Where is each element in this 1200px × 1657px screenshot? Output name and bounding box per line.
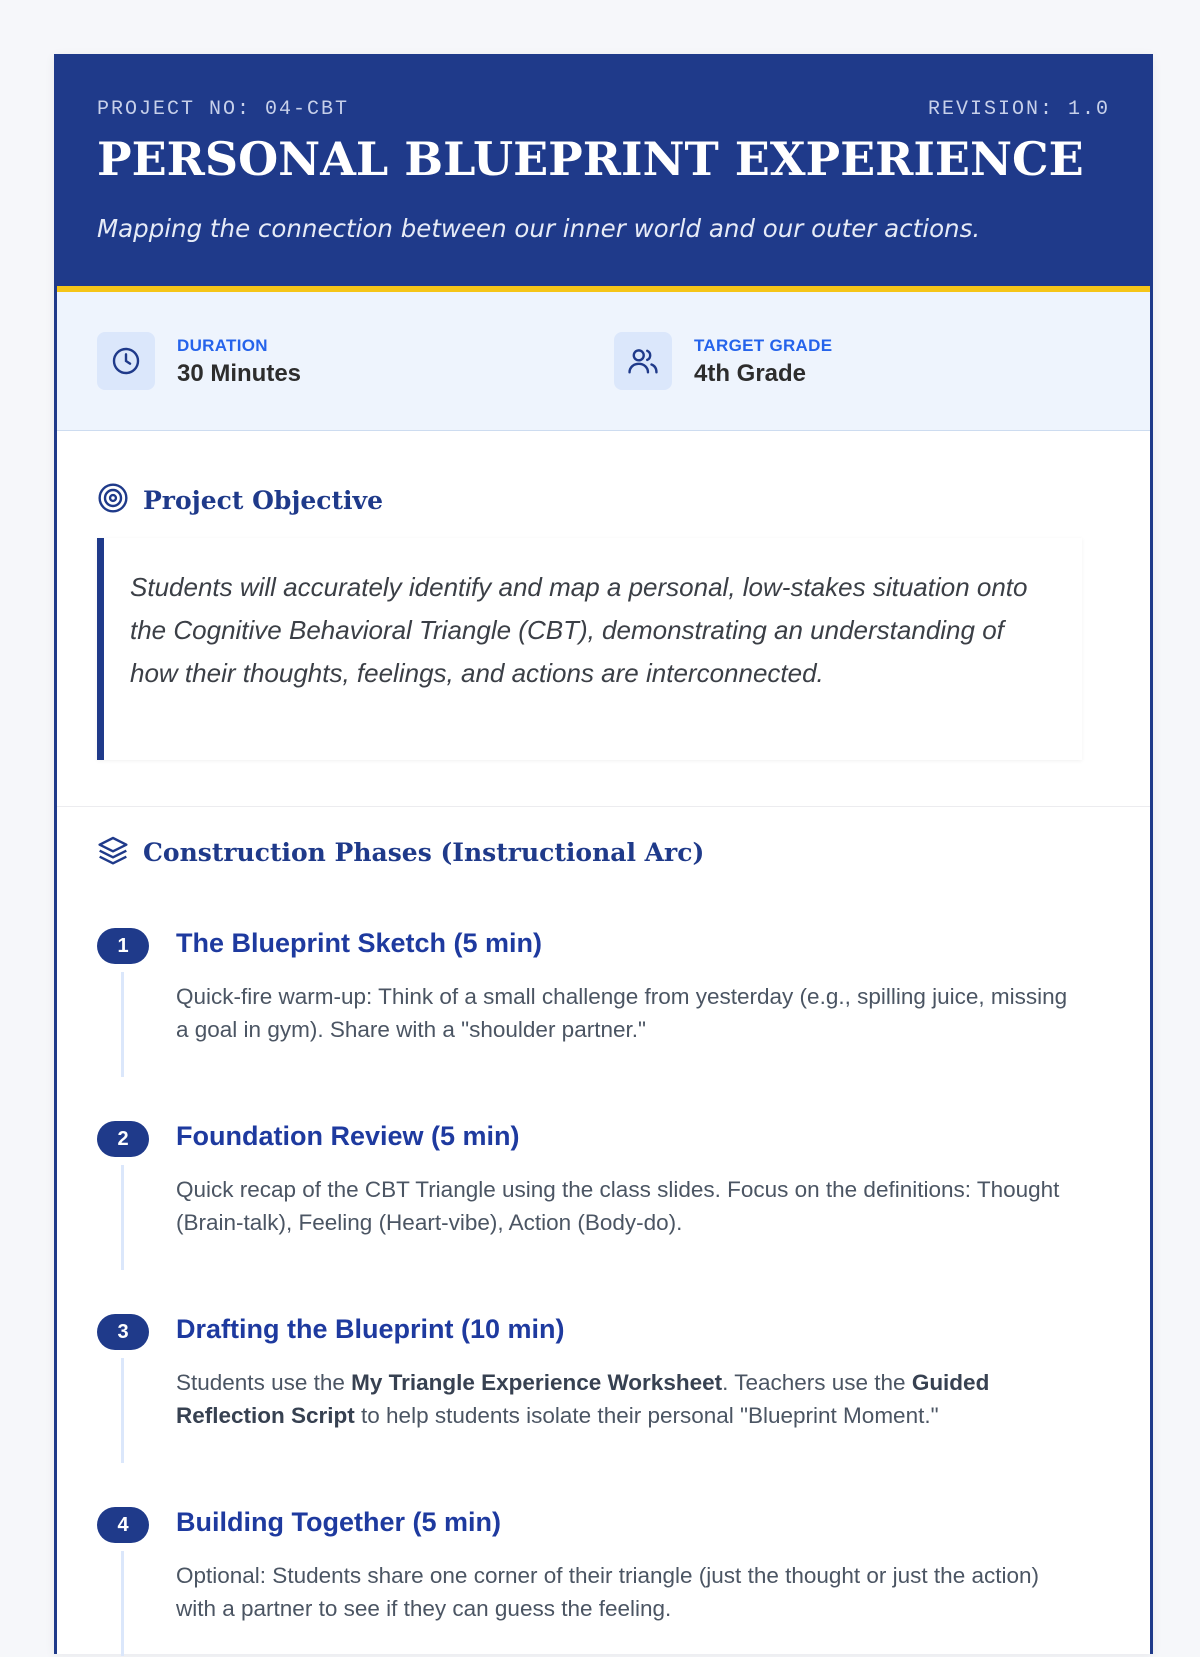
phase-item bbox=[97, 1314, 1082, 1464]
objective-text: Students will accurately identify and map a personal, low-stakes situation onto the Cognitive Behavioral Triangle (CBT), demonstrating an understanding of how their thoughts, feelings, and actions are interconnected. bbox=[130, 572, 1028, 688]
script-name: Guided Reflection Script bbox=[176, 1370, 990, 1428]
desc-text: to help students isolate their personal "Blueprint Moment." bbox=[354, 1403, 939, 1428]
blueprint-card bbox=[54, 54, 1153, 1654]
objective-heading bbox=[97, 482, 383, 519]
desc-text: Students use the bbox=[176, 1370, 352, 1395]
revision-label: REVISION: 1.0 bbox=[927, 98, 1110, 121]
phase-connector-line bbox=[121, 1358, 124, 1463]
phase-title: Building Together (5 min) bbox=[176, 1507, 501, 1537]
phase-description bbox=[176, 1366, 1076, 1432]
phase-item bbox=[97, 1507, 1082, 1657]
phase-title: Foundation Review (5 min) bbox=[176, 1121, 520, 1151]
phase-connector-line bbox=[121, 1165, 124, 1270]
stat-label: TARGET GRADE bbox=[694, 336, 833, 355]
objective-quote bbox=[97, 538, 1082, 760]
phase-connector-line bbox=[121, 972, 124, 1077]
desc-text: . Teachers use the bbox=[722, 1370, 912, 1395]
stat-value: 4th Grade bbox=[694, 360, 807, 387]
phase-item bbox=[97, 928, 1082, 1078]
phase-number-badge: 1 bbox=[97, 928, 149, 964]
section-title: Project Objective bbox=[143, 486, 383, 515]
page-title: PERSONAL BLUEPRINT EXPERIENCE bbox=[97, 132, 1084, 186]
phase-connector-line bbox=[121, 1551, 124, 1656]
section-title: Construction Phases (Instructional Arc) bbox=[143, 838, 705, 867]
layers-icon bbox=[97, 834, 129, 871]
phase-item bbox=[97, 1121, 1082, 1271]
stat-label: DURATION bbox=[177, 336, 268, 355]
users-icon bbox=[614, 332, 672, 390]
clock-icon bbox=[97, 332, 155, 390]
phase-title: Drafting the Blueprint (10 min) bbox=[176, 1314, 565, 1344]
phase-description: Optional: Students share one corner of their triangle (just the thought or just the action) with a partner to see if they can guess the feeling. bbox=[176, 1563, 1039, 1621]
phase-number-badge: 4 bbox=[97, 1507, 149, 1543]
phase-title: The Blueprint Sketch (5 min) bbox=[176, 928, 543, 958]
header-banner bbox=[57, 54, 1150, 292]
target-icon bbox=[97, 482, 129, 519]
project-number: PROJECT NO: 04-CBT bbox=[97, 98, 350, 121]
phase-description: Quick-fire warm-up: Think of a small challenge from yesterday (e.g., spilling juice, missing a goal in gym). Share with a "shoulder partner." bbox=[176, 984, 1068, 1042]
phase-number-badge: 3 bbox=[97, 1314, 149, 1350]
stats-bar bbox=[57, 292, 1150, 431]
stat-value: 30 Minutes bbox=[177, 360, 302, 387]
phases-heading bbox=[97, 834, 704, 871]
page-subtitle: Mapping the connection between our inner world and our outer actions. bbox=[97, 214, 981, 243]
worksheet-name: My Triangle Experience Worksheet bbox=[351, 1370, 723, 1395]
section-divider bbox=[57, 806, 1150, 807]
phase-number-badge: 2 bbox=[97, 1121, 149, 1157]
phase-description: Quick recap of the CBT Triangle using the class slides. Focus on the definitions: Thought (Brain-talk), Feeling (Heart-vibe), Action (Body-do). bbox=[176, 1177, 1060, 1235]
